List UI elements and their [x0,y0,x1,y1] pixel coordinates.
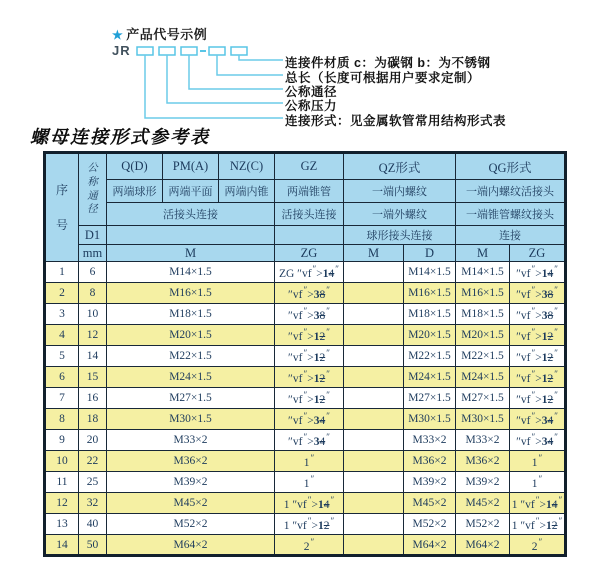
header-end-gz: 两端锥管 [275,180,344,203]
cell-seq: 5 [45,346,79,367]
cell-qz-m [344,325,404,346]
cell-seq: 14 [45,535,79,556]
cell-qz-d: M20×1.5 [404,325,456,346]
cell-qg-zg: ″vf″>14″ [510,262,566,283]
header-dn: 公称通径 [79,153,107,226]
table-row [45,430,566,451]
cell-qz-m [344,430,404,451]
cell-m: M52×2 [107,514,275,535]
diagram-title [112,24,207,43]
cell-dn: 32 [79,493,107,514]
cell-gz: 2″ [275,535,344,556]
table-row [45,472,566,493]
header-sub-qg-zg: ZG [510,245,566,262]
header-conn-union: 活接头连接 [107,203,275,226]
header-conn-qg: 一端锥管螺纹接头 [456,203,566,226]
header-conn-gz: 活接头连接 [275,203,344,226]
cell-qg-m: M30×1.5 [456,409,510,430]
cell-qg-zg: 1″ [510,451,566,472]
cell-dn: 14 [79,346,107,367]
cell-dn: 40 [79,514,107,535]
cell-qg-zg: ″vf″>38″ [510,283,566,304]
header-type-pma: PM(A) [163,153,219,180]
code-box-4 [209,47,225,55]
cell-qg-m: M33×2 [456,430,510,451]
cell-qz-m [344,409,404,430]
cell-gz: ″vf″>12″ [275,325,344,346]
cell-qz-d: M16×1.5 [404,283,456,304]
cell-seq: 9 [45,430,79,451]
code-box-5 [231,47,247,55]
cell-seq: 7 [45,388,79,409]
cell-dn: 50 [79,535,107,556]
header-sub-qg-m: M [456,245,510,262]
cell-seq: 3 [45,304,79,325]
cell-m: M36×2 [107,451,275,472]
cell-qg-zg: 1 ″vf″>12″ [510,514,566,535]
cell-gz: ″vf″>34″ [275,430,344,451]
cell-qz-m [344,367,404,388]
cell-dn: 18 [79,409,107,430]
header-sub-m: M [107,245,275,262]
code-label-length: 总长（长度可根据用户要求定制） [285,71,481,85]
cell-m: M33×2 [107,430,275,451]
table-body [45,262,566,556]
cell-dn: 22 [79,451,107,472]
cell-qz-m [344,283,404,304]
product-code-prefix: JR [112,43,131,58]
code-label-diameter: 公称通径 [285,85,338,99]
cell-qz-m [344,304,404,325]
cell-qg-m: M36×2 [456,451,510,472]
cell-m: M18×1.5 [107,304,275,325]
cell-qg-zg: ″vf″>12″ [510,388,566,409]
cell-seq: 4 [45,325,79,346]
cell-qg-m: M64×2 [456,535,510,556]
cell-qg-zg: 1″ [510,472,566,493]
cell-gz: 1 ″vf″>14″ [275,493,344,514]
cell-gz: ″vf″>12″ [275,367,344,388]
cell-seq: 1 [45,262,79,283]
cell-qz-d: M27×1.5 [404,388,456,409]
cell-m: M20×1.5 [107,325,275,346]
table-row [45,325,566,346]
cell-qz-d: M24×1.5 [404,367,456,388]
cell-qg-zg: ″vf″>12″ [510,367,566,388]
connector-line-1 [145,55,283,118]
cell-qg-m: M16×1.5 [456,283,510,304]
header-end-pm: 两端平面 [163,180,219,203]
cell-seq: 11 [45,472,79,493]
header-end-qz: 一端内螺纹 [344,180,456,203]
header-unit: mm [79,245,107,262]
table-row [45,304,566,325]
cell-qg-m: M20×1.5 [456,325,510,346]
cell-qg-m: M52×2 [456,514,510,535]
header-qz-conn: 球形接头连接 [344,226,456,245]
cell-qz-m [344,535,404,556]
cell-dn: 10 [79,304,107,325]
cell-qg-m: M14×1.5 [456,262,510,283]
cell-seq: 13 [45,514,79,535]
code-box-2 [159,47,175,55]
cell-gz: 1″ [275,472,344,493]
cell-qg-m: M22×1.5 [456,346,510,367]
cell-qg-m: M45×2 [456,493,510,514]
table-row [45,262,566,283]
header-sub-qz-d: D [404,245,456,262]
cell-qg-zg: 2″ [510,535,566,556]
code-box-3 [181,47,197,55]
header-conn-qz: 一端外螺纹 [344,203,456,226]
table-row [45,451,566,472]
table-row [45,283,566,304]
cell-qz-d: M18×1.5 [404,304,456,325]
diagram-title-text: 产品代号示例 [126,27,208,42]
cell-qg-zg: ″vf″>12″ [510,325,566,346]
cell-qz-m [344,472,404,493]
nut-connection-table [43,151,567,557]
cell-qg-zg: ″vf″>34″ [510,430,566,451]
cell-qz-d: M33×2 [404,430,456,451]
cell-qg-m: M27×1.5 [456,388,510,409]
header-type-gz: GZ [275,153,344,180]
cell-qg-m: M18×1.5 [456,304,510,325]
cell-m: M24×1.5 [107,367,275,388]
cell-m: M45×2 [107,493,275,514]
table-row [45,535,566,556]
cell-qz-d: M14×1.5 [404,262,456,283]
cell-gz: ″vf″>34″ [275,409,344,430]
cell-qz-d: M22×1.5 [404,346,456,367]
header-type-nzc: NZ(C) [219,153,275,180]
header-end-q: 两端球形 [107,180,163,203]
cell-qz-d: M45×2 [404,493,456,514]
header-sub-zg: ZG [275,245,344,262]
table-row [45,493,566,514]
cell-gz: ″vf″>12″ [275,346,344,367]
cell-qz-m [344,388,404,409]
cell-m: M14×1.5 [107,262,275,283]
header-type-qz: QZ形式 [344,153,456,180]
table-row [45,514,566,535]
cell-qz-m [344,262,404,283]
header-seq: 序号 [45,153,79,262]
cell-seq: 2 [45,283,79,304]
cell-m: M64×2 [107,535,275,556]
cell-dn: 25 [79,472,107,493]
cell-dn: 12 [79,325,107,346]
cell-qz-m [344,493,404,514]
cell-qz-d: M64×2 [404,535,456,556]
cell-gz: ″vf″>38″ [275,304,344,325]
cell-dn: 6 [79,262,107,283]
cell-qz-d: M39×2 [404,472,456,493]
header-qg-conn: 连接 [456,226,566,245]
code-label-pressure: 公称压力 [285,99,338,113]
cell-qz-m [344,514,404,535]
code-label-connection: 连接形式：见金属软管常用结构形式表 [285,114,507,128]
header-end-qg: 一端内螺纹活接头 [456,180,566,203]
cell-m: M30×1.5 [107,409,275,430]
header-blank-mid [107,226,275,245]
cell-qz-d: M52×2 [404,514,456,535]
cell-m: M39×2 [107,472,275,493]
header-type-qg: QG形式 [456,153,566,180]
cell-m: M16×1.5 [107,283,275,304]
header-blank-gz [275,226,344,245]
code-box-1 [137,47,153,55]
cell-seq: 10 [45,451,79,472]
cell-gz: 1 ″vf″>12″ [275,514,344,535]
header-sub-qz-m: M [344,245,404,262]
cell-qz-m [344,451,404,472]
cell-qz-m [344,346,404,367]
code-label-material: 连接件材质 c：为碳钢 b：为不锈钢 [285,56,491,70]
cell-qz-d: M30×1.5 [404,409,456,430]
cell-dn: 15 [79,367,107,388]
code-connector-graphic [105,42,305,127]
cell-gz: ″vf″>38″ [275,283,344,304]
table-row [45,388,566,409]
cell-seq: 8 [45,409,79,430]
header-d1: D1 [79,226,107,245]
cell-seq: 6 [45,367,79,388]
cell-gz: ZG ″vf″>14″ [275,262,344,283]
cell-qg-zg: 1 ″vf″>14″ [510,493,566,514]
table-row [45,346,566,367]
cell-seq: 12 [45,493,79,514]
connector-line-4 [217,55,283,75]
cell-m: M27×1.5 [107,388,275,409]
cell-gz: 1″ [275,451,344,472]
header-end-nz: 两端内锥 [219,180,275,203]
table-title: 螺母连接形式参考表 [30,127,210,147]
cell-dn: 16 [79,388,107,409]
cell-dn: 8 [79,283,107,304]
connector-line-2 [167,55,283,103]
cell-qg-m: M39×2 [456,472,510,493]
cell-m: M22×1.5 [107,346,275,367]
cell-qg-m: M24×1.5 [456,367,510,388]
star-icon: ★ [112,28,124,42]
cell-qg-zg: ″vf″>34″ [510,409,566,430]
cell-gz: ″vf″>12″ [275,388,344,409]
header-type-qd: Q(D) [107,153,163,180]
cell-qg-zg: ″vf″>38″ [510,304,566,325]
table-row [45,409,566,430]
cell-qz-d: M36×2 [404,451,456,472]
table-row [45,367,566,388]
cell-qg-zg: ″vf″>12″ [510,346,566,367]
cell-dn: 20 [79,430,107,451]
